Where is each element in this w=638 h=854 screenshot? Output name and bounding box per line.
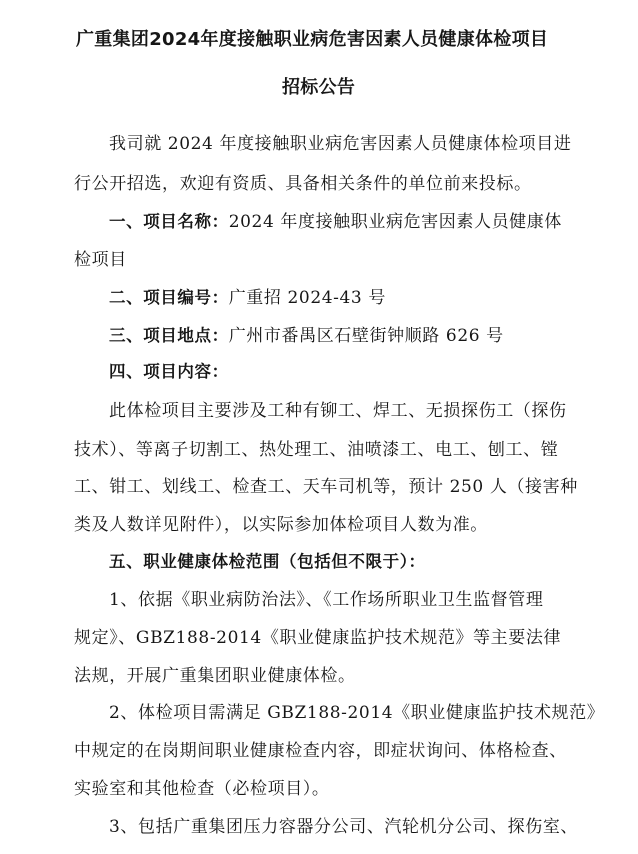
item1-label: 一、项目名称： [109, 212, 229, 231]
item4-content-line-1: 此体检项目主要涉及工种有铆工、焊工、无损探伤工（探伤 [109, 401, 567, 421]
intro-line-2: 行公开招选，欢迎有资质、具备相关条件的单位前来投标。 [74, 174, 532, 194]
item1-value: 2024 年度接触职业病危害因素人员健康体 [228, 212, 562, 232]
item5-label: 五、职业健康体检范围（包括但不限于）： [109, 552, 426, 571]
item1-project-name [109, 212, 562, 232]
item2-project-number [109, 288, 386, 308]
item4-content-line-3: 工、钳工、划线工、检查工、天车司机等，预计 250 人（接害种 [74, 477, 578, 497]
item3-value: 广州市番禺区石壁街钟顺路 626 号 [228, 326, 504, 346]
item5-point1-line-1: 1、依据《职业病防治法》、《工作场所职业卫生监督管理 [109, 590, 544, 610]
item1-value-continued: 检项目 [74, 250, 127, 270]
item4-content-line-2: 技术）、等离子切割工、热处理工、油喷漆工、电工、刨工、镗 [74, 440, 559, 460]
item3-label: 三、项目地点： [109, 326, 229, 345]
intro-line-1: 我司就 2024 年度接触职业病危害因素人员健康体检项目进 [109, 134, 572, 154]
document-title-line1: 广重集团2024年度接触职业病危害因素人员健康体检项目 [76, 29, 549, 50]
item5-point1-line-3: 法规，开展广重集团职业健康体检。 [74, 666, 356, 686]
item4-content-line-4: 类及人数详见附件），以实际参加体检项目人数为准。 [74, 515, 488, 535]
item5-point2-line-3: 实验室和其他检查（必检项目）。 [74, 779, 330, 799]
item5-point2-line-2: 中规定的在岗期间职业健康检查内容，即症状询问、体格检查、 [74, 741, 567, 761]
item3-project-location [109, 326, 504, 346]
item5-point3-line-1: 3、包括广重集团压力容器分公司、汽轮机分公司、探伤室、 [109, 817, 579, 837]
item5-point2-line-1: 2、体检项目需满足 GBZ188-2014《职业健康监护技术规范》 [109, 703, 605, 723]
document-title-line2: 招标公告 [282, 77, 356, 98]
item4-label: 四、项目内容： [109, 362, 229, 381]
item5-point1-line-2: 规定》、GBZ188-2014《职业健康监护技术规范》等主要法律 [74, 628, 562, 648]
item2-value: 广重招 2024-43 号 [228, 288, 386, 308]
item2-label: 二、项目编号： [109, 288, 229, 307]
